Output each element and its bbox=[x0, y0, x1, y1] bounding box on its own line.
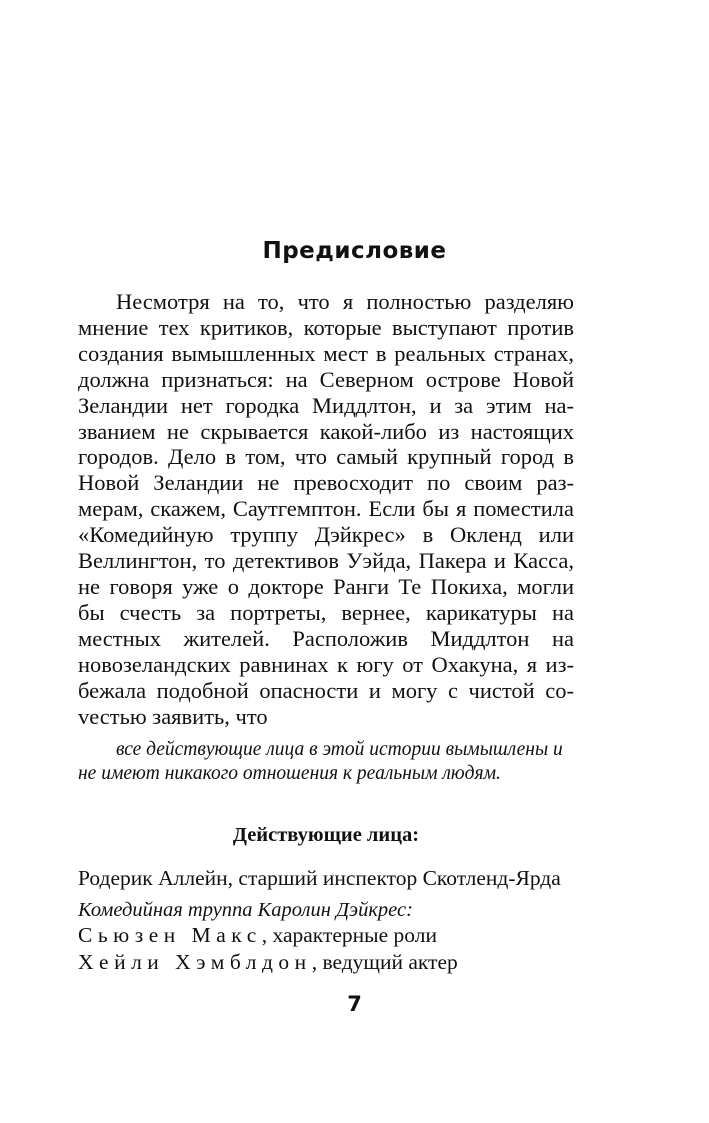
cast-name: Хейли Хэмблдон bbox=[78, 950, 312, 974]
preface-paragraph: Несмотря на то, что я полностью разделяю мнение тех критиков, которые выступают против создания вымышленных мест в реальных странах, должна признаться: на Северном острове Новой Зеландии нет городка Миддлтон, и за этим названием не скрывается какой-либо из настоящих городов. Дело в том, что самый крупный город в Новой Зеландии не превосходит по своим размерам, скажем, Саутгемптон. Если бы я поместила «Комедийную труппу Дэйкрес» в Окленд или Веллингтон, то детективов Уэйда, Пакера и Касса, не говоря уже о докторе Ранги Те Покиха, могли бы счесть за портреты, вернее, карикатуры на местных жителей. Расположив Миддлтон на новозеландских равнинах к югу от Охакуна, я избежала подобной опасности и могу с чистой соvестью заявить, что bbox=[78, 289, 574, 729]
cast-name: Сьюзен Макс bbox=[78, 923, 262, 947]
cast-role: , ведущий актер bbox=[311, 950, 458, 974]
cast-role: , характерные роли bbox=[261, 923, 437, 947]
troupe-heading: Комедийная труппа Каролин Дэйкрес: bbox=[78, 899, 413, 921]
cast-entry-susan-max bbox=[78, 923, 598, 948]
cast-heading: Действующие лица: bbox=[232, 824, 420, 846]
cast-entry-alleyn: Родерик Аллейн, старший инспектор Скотленд-Ярда bbox=[78, 866, 561, 890]
disclaimer-text: все действующие лица в этой истории вымышлены и не имеют никакого отношения к реальным людям. bbox=[78, 739, 563, 784]
page-number: 7 bbox=[347, 992, 362, 1016]
chapter-heading: Предисловие bbox=[262, 238, 447, 264]
cast-entry-hailey-hambledon bbox=[78, 950, 598, 975]
